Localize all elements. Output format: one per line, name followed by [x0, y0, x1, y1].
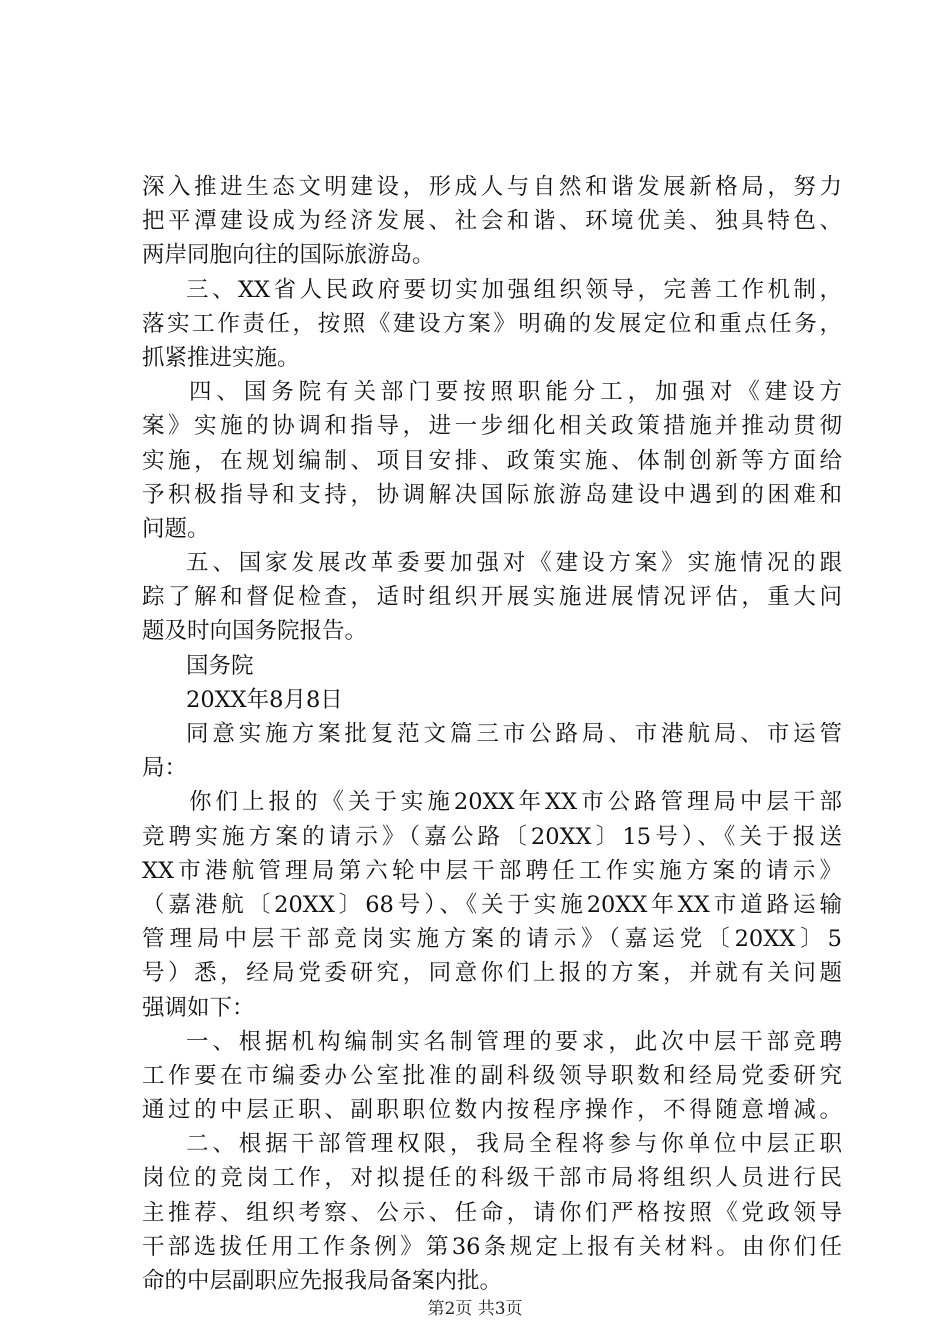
text-line: XX市港航管理局第六轮中层干部聘任工作实施方案的请示》 [142, 857, 842, 884]
text-line: 予积极指导和支持，协调解决国际旅游岛建设中遇到的困难和 [142, 481, 842, 508]
paragraph-heading-3: 三、XX省人民政府要切实加强组织领导，完善工作机制， [186, 276, 842, 303]
text-line: 落实工作责任，按照《建设方案》明确的发展定位和重点任务， [142, 310, 842, 337]
paragraph-heading-1: 一、根据机构编制实名制管理的要求，此次中层干部竞聘 [186, 1028, 842, 1055]
text-line: 管理局中层干部竞岗实施方案的请示》（嘉运党〔20XX〕5 [142, 926, 842, 953]
text-line: 实施，在规划编制、项目安排、政策实施、体制创新等方面给 [142, 447, 842, 474]
text-line: 问题。 [142, 515, 210, 542]
text-line: 号）悉，经局党委研究，同意你们上报的方案，并就有关问题 [142, 960, 842, 987]
text-line: 强调如下： [142, 994, 255, 1021]
text-line: 踪了解和督促检查，适时组织开展实施进展情况评估，重大问 [142, 584, 842, 611]
text-line: 命的中层副职应先报我局备案内批。 [142, 1268, 503, 1294]
text-line: 两岸同胞向往的国际旅游岛。 [142, 242, 435, 269]
text-line: 工作要在市编委办公室批准的副科级领导职数和经局党委研究 [142, 1062, 842, 1089]
paragraph-heading-2: 二、根据干部管理权限，我局全程将参与你单位中层正职 [186, 1131, 842, 1158]
document-body [142, 170, 842, 1298]
text-line: 竞聘实施方案的请示》（嘉公路〔20XX〕15号）、《关于报送 [142, 823, 842, 850]
text-line: 抓紧推进实施。 [142, 344, 300, 371]
page-number-footer: 第2页 共3页 [427, 1299, 523, 1319]
text-line: 深入推进生态文明建设，形成人与自然和谐发展新格局，努力 [142, 174, 842, 200]
signature-date: 20XX年8月8日 [186, 686, 343, 713]
text-line: 题及时向国务院报告。 [142, 618, 368, 645]
signature-issuer: 国务院 [186, 652, 254, 679]
text-line: 局： [142, 755, 188, 782]
paragraph-heading-5: 五、国家发展改革委要加强对《建设方案》实施情况的跟 [186, 550, 842, 577]
text-line: 把平潭建设成为经济发展、社会和谐、环境优美、独具特色、 [142, 208, 842, 235]
text-line: 你们上报的《关于实施20XX年XX市公路管理局中层干部 [189, 789, 842, 816]
paragraph-heading-4: 四、国务院有关部门要按照职能分工，加强对《建设方 [189, 379, 842, 406]
text-line: （嘉港航〔20XX〕68号）、《关于实施20XX年XX市道路运输 [142, 891, 842, 918]
text-line: 岗位的竞岗工作，对拟提任的科级干部市局将组织人员进行民 [142, 1165, 842, 1192]
text-line: 主推荐、组织考察、公示、任命，请你们严格按照《党政领导 [142, 1199, 842, 1226]
text-line: 通过的中层正职、副职职位数内按程序操作，不得随意增减。 [142, 1097, 842, 1124]
text-line: 干部选拔任用工作条例》第36条规定上报有关材料。由你们任 [142, 1233, 842, 1260]
text-line: 案》实施的协调和指导，进一步细化相关政策措施并推动贯彻 [142, 413, 842, 440]
section-heading: 同意实施方案批复范文篇三市公路局、市港航局、市运管 [186, 721, 842, 747]
